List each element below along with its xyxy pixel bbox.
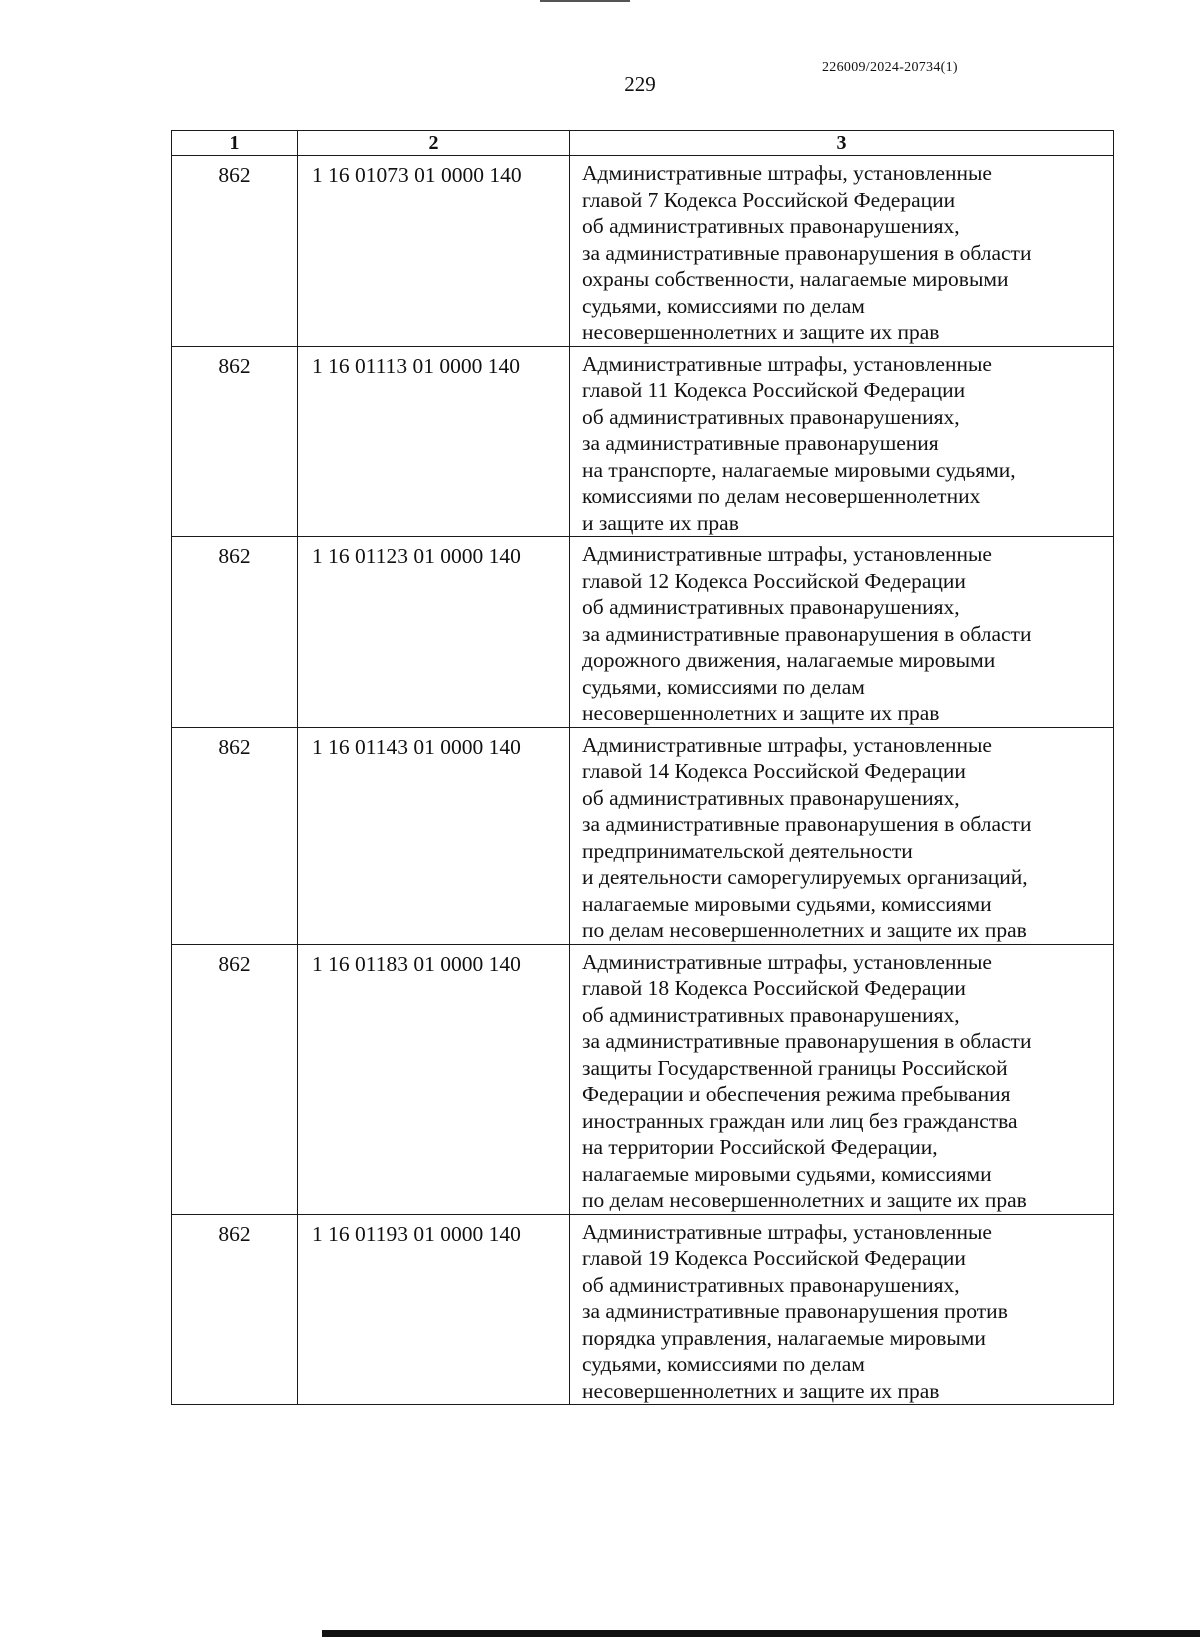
description-line: об административных правонарушениях, — [582, 214, 960, 238]
description-line: об административных правонарушениях, — [582, 404, 960, 429]
description-line: главой 19 Кодекса Российской Федерации — [582, 1246, 966, 1270]
description-line: охраны собственности, налагаемые мировыми — [582, 267, 1009, 291]
description-line: порядка управления, налагаемые мировыми — [582, 1325, 986, 1350]
table-row — [172, 537, 1114, 728]
table-row — [172, 346, 1114, 537]
description-line: несовершеннолетних и защите их прав — [582, 701, 940, 725]
description-line: судьями, комиссиями по делам — [582, 1352, 865, 1376]
description-line: главой 11 Кодекса Российской Федерации — [582, 378, 966, 402]
description-line: за административные правонарушения в области — [582, 240, 1032, 265]
description-line: и защите их прав — [582, 510, 739, 535]
description-line: Административные штрафы, установленные — [582, 161, 992, 185]
description-line: об административных правонарушениях, — [582, 1272, 960, 1297]
description-line: защиты Государственной границы Российской — [582, 1055, 1008, 1080]
description-line: налагаемые мировыми судьями, комиссиями — [582, 891, 992, 916]
description-line: главой 12 Кодекса Российской Федерации — [582, 568, 966, 593]
admin-code-cell: 862 — [172, 156, 298, 347]
description-line: за административные правонарушения в области — [582, 1029, 1032, 1053]
description-line: судьями, комиссиями по делам — [582, 674, 865, 699]
page-number: 229 — [624, 72, 656, 96]
description-line: комиссиями по делам несовершеннолетних — [582, 484, 981, 508]
description-cell — [570, 1214, 1114, 1405]
kbk-code-cell: 1 16 01123 01 0000 140 — [298, 537, 570, 728]
description-line: иностранных граждан или лиц без гражданства — [582, 1108, 1018, 1133]
fines-table — [171, 130, 1114, 1405]
description-line: Административные штрафы, установленные — [582, 542, 992, 566]
kbk-code-cell: 1 16 01183 01 0000 140 — [298, 944, 570, 1214]
document-id: 226009/2024-20734(1) — [822, 60, 958, 75]
description-line: несовершеннолетних и защите их прав — [582, 1378, 940, 1403]
description-cell — [570, 156, 1114, 347]
description-line: судьями, комиссиями по делам — [582, 293, 865, 318]
admin-code-cell: 862 — [172, 346, 298, 537]
description-line: за административные правонарушения — [582, 431, 939, 455]
description-line: Федерации и обеспечения режима пребывания — [582, 1082, 1011, 1106]
admin-code-cell: 862 — [172, 944, 298, 1214]
table-body — [172, 156, 1114, 1405]
description-line: главой 14 Кодекса Российской Федерации — [582, 759, 966, 783]
description-cell — [570, 944, 1114, 1214]
scan-top-mark — [540, 0, 630, 2]
description-line: на территории Российской Федерации, — [582, 1135, 938, 1159]
description-line: Административные штрафы, установленные — [582, 1219, 992, 1244]
description-cell — [570, 537, 1114, 728]
description-line: за административные правонарушения против — [582, 1299, 1008, 1323]
admin-code-cell: 862 — [172, 537, 298, 728]
table-row — [172, 944, 1114, 1214]
description-line: и деятельности саморегулируемых организаций, — [582, 865, 1028, 889]
description-line: главой 18 Кодекса Российской Федерации — [582, 976, 966, 1000]
description-line: главой 7 Кодекса Российской Федерации — [582, 187, 956, 212]
kbk-code-cell: 1 16 01193 01 0000 140 — [298, 1214, 570, 1405]
description-line: Административные штрафы, установленные — [582, 351, 992, 376]
admin-code-cell: 862 — [172, 727, 298, 944]
column-header-2: 2 — [298, 131, 570, 156]
table-row — [172, 1214, 1114, 1405]
description-line: налагаемые мировыми судьями, комиссиями — [582, 1161, 992, 1186]
column-header-3: 3 — [570, 131, 1114, 156]
description-line: на транспорте, налагаемые мировыми судьями, — [582, 457, 1016, 482]
description-line: за административные правонарушения в области — [582, 621, 1032, 646]
kbk-code-cell: 1 16 01073 01 0000 140 — [298, 156, 570, 347]
description-line: предпринимательской деятельности — [582, 838, 913, 863]
table-header-row — [172, 131, 1114, 156]
description-line: несовершеннолетних и защите их прав — [582, 320, 940, 344]
description-line: по делам несовершеннолетних и защите их прав — [582, 1188, 1027, 1212]
scan-bottom-bar — [322, 1630, 1200, 1637]
kbk-code-cell: 1 16 01143 01 0000 140 — [298, 727, 570, 944]
kbk-code-cell: 1 16 01113 01 0000 140 — [298, 346, 570, 537]
description-line: по делам несовершеннолетних и защите их прав — [582, 918, 1027, 942]
description-line: за административные правонарушения в области — [582, 812, 1032, 836]
description-cell — [570, 346, 1114, 537]
table-row — [172, 727, 1114, 944]
column-header-1: 1 — [172, 131, 298, 156]
description-line: Административные штрафы, установленные — [582, 732, 992, 757]
description-line: об административных правонарушениях, — [582, 1002, 960, 1027]
description-cell — [570, 727, 1114, 944]
table-row — [172, 156, 1114, 347]
description-line: дорожного движения, налагаемые мировыми — [582, 648, 996, 672]
description-line: об административных правонарушениях, — [582, 785, 960, 810]
description-line: Административные штрафы, установленные — [582, 949, 992, 974]
admin-code-cell: 862 — [172, 1214, 298, 1405]
description-line: об административных правонарушениях, — [582, 595, 960, 619]
